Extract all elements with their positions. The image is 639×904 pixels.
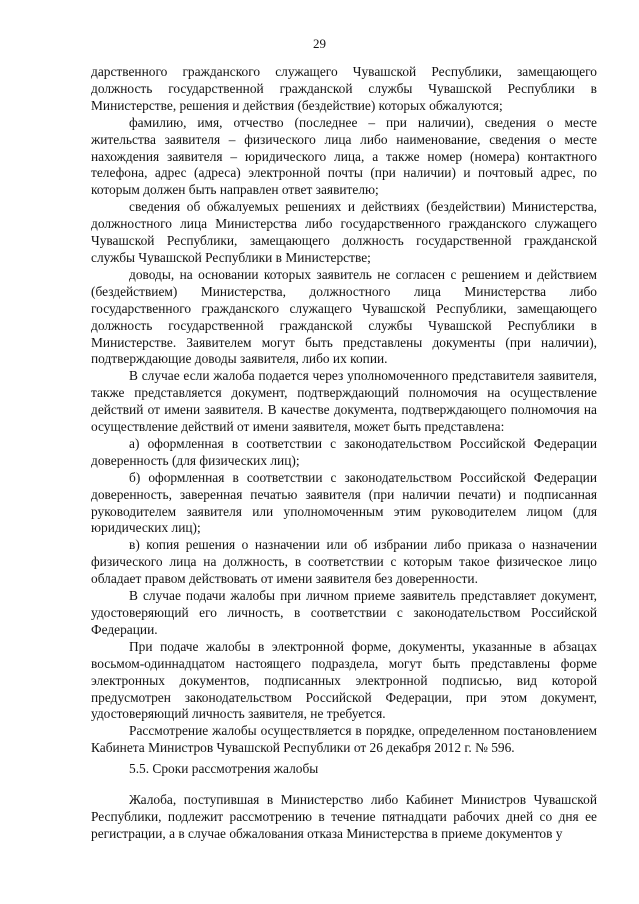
paragraph-representative: В случае если жалоба подается через уполномоченного представителя заявителя, также представляется документ, подтверждающий полномочия на осуществление действий от имени заявителя. В качестве документа, подтверждающего полномочия на осуществление действий от имени заявителя, может быть представлена: (91, 368, 597, 435)
paragraph-electronic-form: При подаче жалобы в электронной форме, документы, указанные в абзацах восьмом-одиннадцатом настоящего подраздела, могут быть представлены форме электронных документов, подписанных электронной подписью, вид которой предусмотрен законодательством Российской Федерации, при этом документ, удостоверяющий личность заявителя, не требуется. (91, 638, 597, 722)
paragraph-review-procedure: Рассмотрение жалобы осуществляется в порядке, определенном постановлением Кабинета Министров Чувашской Республики от 26 декабря 2012 г. № 596. (91, 723, 597, 756)
paragraph-personal-reception: В случае подачи жалобы при личном приеме заявитель представляет документ, удостоверяющий его личность, в соответствии с законодательством Российской Федерации. (91, 588, 597, 637)
page-number: 29 (313, 36, 326, 51)
paragraph-review-deadline: Жалоба, поступившая в Министерство либо Кабинет Министров Чувашской Республики, подлежит рассмотрению в течение пятнадцати рабочих дней со дня ее регистрации, а в случае обжалования отказа Министерства в приеме документов у (91, 792, 597, 841)
section-heading: 5.5. Сроки рассмотрения жалобы (129, 761, 319, 776)
paragraph-applicant-info: фамилию, имя, отчество (последнее – при наличии), сведения о месте жительства заявителя – физического лица либо наименование, сведения о месте нахождения заявителя – юридического лица, а также номер (номера) контактного телефона, адрес (адреса) электронной почты (при наличии) и почтовый адрес, по которым должен быть направлен ответ заявителю; (91, 114, 597, 198)
paragraph-continuation: дарственного гражданского служащего Чувашской Республики, замещающего должность государственной гражданской службы Чувашской Республики в Министерстве, решения и действия (бездействие) которых обжалуются; (91, 64, 597, 113)
body-text (91, 64, 597, 757)
paragraph-appealed-decisions: сведения об обжалуемых решениях и действиях (бездействии) Министерства, должностного лица Министерства либо государственного гражданского служащего Чувашской Республики, замещающего должность государственной гражданской службы Чувашской Республики в Министерстве; (91, 199, 597, 265)
body-text-continued (91, 792, 597, 843)
paragraph-item-b: б) оформленная в соответствии с законодательством Российской Федерации доверенность, заверенная печатью заявителя (при наличии печати) и подписанная руководителем заявителя или уполномоченным этим руководителем лицом (для юридических лиц); (91, 469, 597, 536)
paragraph-item-a: а) оформленная в соответствии с законодательством Российской Федерации доверенность (для физических лиц); (91, 435, 597, 468)
paragraph-arguments: доводы, на основании которых заявитель не согласен с решением и действием (бездействием) Министерства, должностного лица Министерства либо государственного гражданского служащего Чувашской Республики, замещающего должность государственной гражданской службы Чувашской Республики в Министерстве. Заявителем могут быть представлены документы (при наличии), подтверждающие доводы заявителя, либо их копии. (91, 266, 597, 367)
paragraph-item-c: в) копия решения о назначении или об избрании либо приказа о назначении физического лица на должность, в соответствии с которым такое физическое лицо обладает правом действовать от имени заявителя без доверенности. (91, 537, 597, 587)
